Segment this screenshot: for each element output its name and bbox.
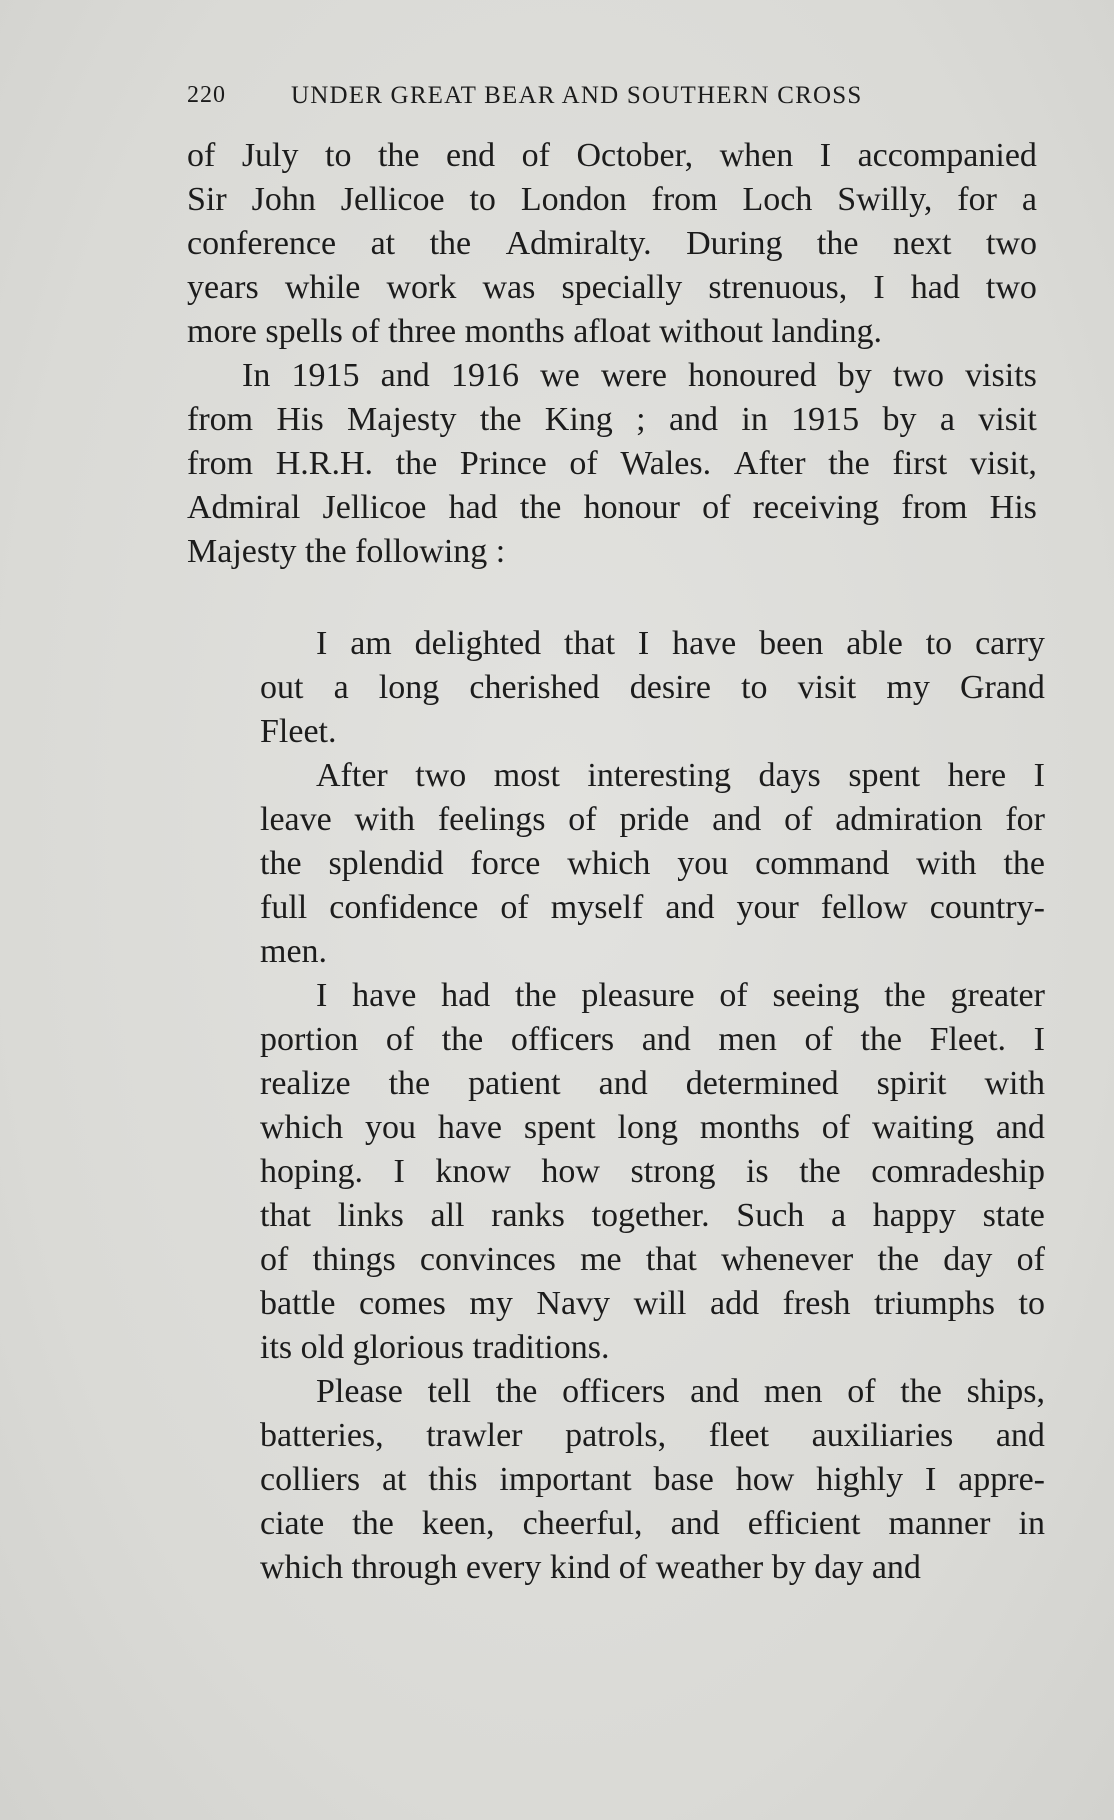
text-line: hoping. I know how strong is the comradeship xyxy=(260,1153,1045,1190)
text-line: years while work was specially strenuous, I had two xyxy=(187,269,1037,306)
text-line: out a long cherished desire to visit my Grand xyxy=(260,669,1045,706)
text-line: from His Majesty the King ; and in 1915 by a visit xyxy=(187,401,1037,438)
text-line: I am delighted that I have been able to carry xyxy=(316,625,1045,662)
paragraph xyxy=(260,754,1045,974)
text-line: Sir John Jellicoe to London from Loch Swilly, for a xyxy=(187,181,1037,218)
text-line: leave with feelings of pride and of admiration for xyxy=(260,801,1045,838)
text-line: of things convinces me that whenever the day of xyxy=(260,1241,1045,1278)
text-line: conference at the Admiralty. During the next two xyxy=(187,225,1037,262)
text-line: I have had the pleasure of seeing the greater xyxy=(316,977,1045,1014)
text-line: more spells of three months afloat without landing. xyxy=(187,313,882,350)
text-line: battle comes my Navy will add fresh triumphs to xyxy=(260,1285,1045,1322)
paragraph xyxy=(187,134,1037,354)
text-line: After two most interesting days spent here I xyxy=(316,757,1045,794)
text-line: full confidence of myself and your fellow country- xyxy=(260,889,1045,926)
text-line: men. xyxy=(260,933,328,970)
text-line: portion of the officers and men of the Fleet. I xyxy=(260,1021,1045,1058)
text-line: Majesty the following : xyxy=(187,533,506,570)
text-line: which you have spent long months of waiting and xyxy=(260,1109,1045,1146)
text-line: which through every kind of weather by day and xyxy=(260,1549,921,1586)
quoted-letter xyxy=(260,622,1045,1590)
text-line: of July to the end of October, when I accompanied xyxy=(187,137,1037,174)
text-line: the splendid force which you command with the xyxy=(260,845,1045,882)
text-line: realize the patient and determined spirit with xyxy=(260,1065,1045,1102)
text-line: that links all ranks together. Such a happy state xyxy=(260,1197,1045,1234)
text-line: Admiral Jellicoe had the honour of receiving from His xyxy=(187,489,1037,526)
text-line: from H.R.H. the Prince of Wales. After the first visit, xyxy=(187,445,1037,482)
paragraph xyxy=(260,1370,1045,1590)
running-header xyxy=(187,82,922,116)
text-line: batteries, trawler patrols, fleet auxiliaries and xyxy=(260,1417,1045,1454)
text-line: ciate the keen, cheerful, and efficient manner in xyxy=(260,1505,1045,1542)
text-line: In 1915 and 1916 we were honoured by two visits xyxy=(242,357,1037,394)
text-line: its old glorious traditions. xyxy=(260,1329,610,1366)
paragraph xyxy=(187,354,1037,574)
running-title: UNDER GREAT BEAR AND SOUTHERN CROSS xyxy=(291,82,863,109)
body-text xyxy=(187,134,1037,574)
page-number: 220 xyxy=(187,82,226,108)
text-line: Fleet. xyxy=(260,713,337,750)
text-line: colliers at this important base how highly I appre- xyxy=(260,1461,1045,1498)
text-line: Please tell the officers and men of the ships, xyxy=(316,1373,1045,1410)
paragraph xyxy=(260,622,1045,754)
paragraph xyxy=(260,974,1045,1370)
